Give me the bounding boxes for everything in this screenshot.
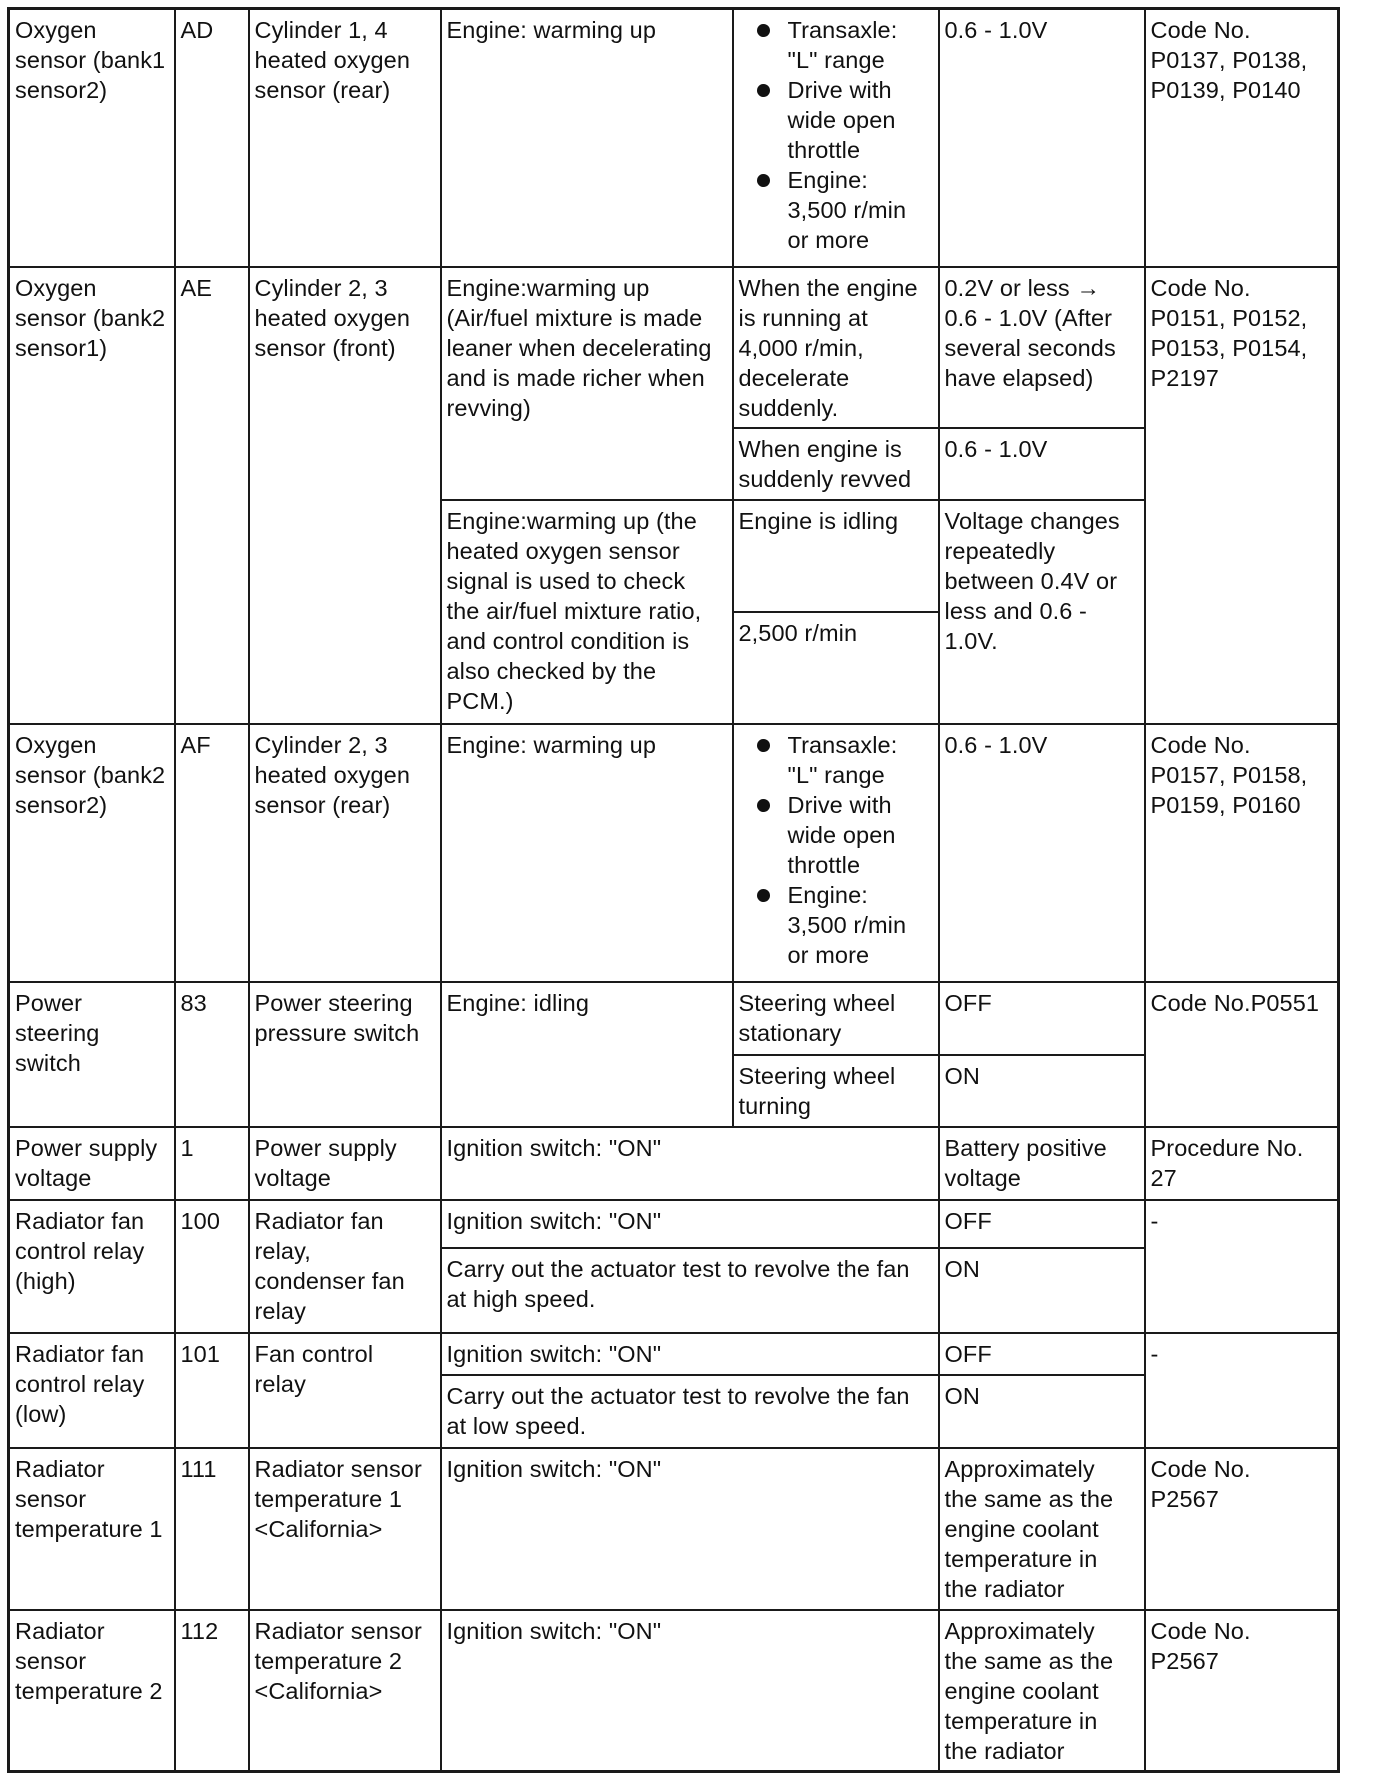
item-name: Radiator sensor temperature 1	[9, 1448, 175, 1610]
list-item: Engine: 3,500 r/min or more	[788, 165, 933, 255]
inspection-condition: Ignition switch: "ON"	[441, 1448, 939, 1610]
list-item: Transaxle: "L" range	[788, 15, 933, 75]
inspection-condition: Ignition switch: "ON"	[441, 1333, 939, 1375]
inspection-condition: Engine:warming up (Air/fuel mixture is made leaner when decelerating and is made richer when revving)	[441, 267, 733, 500]
normal-condition: Approximately the same as the engine coolant temperature in the radiator	[939, 1448, 1145, 1610]
inspection-part: Fan control relay	[249, 1333, 441, 1448]
item-no: 111	[175, 1448, 249, 1610]
list-item: Drive with wide open throttle	[788, 790, 933, 880]
normal-condition: 0.2V or less → 0.6 - 1.0V (After several seconds have elapsed)	[939, 267, 1145, 428]
inspection-condition: Ignition switch: "ON"	[441, 1200, 939, 1248]
inspection-condition: Ignition switch: "ON"	[441, 1127, 939, 1200]
list-item: Engine: 3,500 r/min or more	[788, 880, 933, 970]
inspection-part: Radiator sensor temperature 2 <California>	[249, 1610, 441, 1772]
item-name: Power steering switch	[9, 982, 175, 1127]
item-name: Power supply voltage	[9, 1127, 175, 1200]
table-row	[9, 724, 1339, 982]
normal-condition: ON	[939, 1375, 1145, 1448]
reference: Code No. P0151, P0152, P0153, P0154, P2197	[1145, 267, 1339, 724]
normal-condition: 0.6 - 1.0V	[939, 9, 1145, 267]
inspection-condition: Carry out the actuator test to revolve the fan at low speed.	[441, 1375, 939, 1448]
inspection-part: Power supply voltage	[249, 1127, 441, 1200]
test-condition: Steering wheel turning	[733, 1055, 939, 1127]
test-condition: When the engine is running at 4,000 r/min, decelerate suddenly.	[733, 267, 939, 428]
normal-condition: Battery positive voltage	[939, 1127, 1145, 1200]
reference: Code No.P0551	[1145, 982, 1339, 1127]
test-condition: Steering wheel stationary	[733, 982, 939, 1055]
inspection-condition: Engine: warming up	[441, 9, 733, 267]
item-no: 101	[175, 1333, 249, 1448]
table-row	[9, 9, 1339, 267]
table-row	[9, 1448, 1339, 1610]
item-name: Radiator sensor temperature 2	[9, 1610, 175, 1772]
inspection-part: Power steering pressure switch	[249, 982, 441, 1127]
item-name: Oxygen sensor (bank1 sensor2)	[9, 9, 175, 267]
item-no: 112	[175, 1610, 249, 1772]
inspection-condition: Engine: warming up	[441, 724, 733, 982]
item-no: 100	[175, 1200, 249, 1333]
inspection-condition: Engine:warming up (the heated oxygen sensor signal is used to check the air/fuel mixture ratio, and control condition is also checked by the PCM.)	[441, 500, 733, 724]
normal-condition: ON	[939, 1248, 1145, 1333]
normal-condition: Approximately the same as the engine coolant temperature in the radiator	[939, 1610, 1145, 1772]
table-row	[9, 1333, 1339, 1375]
bullet-list	[739, 15, 933, 255]
inspection-table	[7, 7, 1340, 1773]
normal-condition: 0.6 - 1.0V	[939, 428, 1145, 500]
reference: Code No. P2567	[1145, 1448, 1339, 1610]
normal-condition: Voltage changes repeatedly between 0.4V or less and 0.6 - 1.0V.	[939, 500, 1145, 724]
item-no: 1	[175, 1127, 249, 1200]
inspection-condition: Engine: idling	[441, 982, 733, 1127]
normal-condition: ON	[939, 1055, 1145, 1127]
item-name: Oxygen sensor (bank2 sensor2)	[9, 724, 175, 982]
item-name: Radiator fan control relay (high)	[9, 1200, 175, 1333]
table-row	[9, 982, 1339, 1055]
inspection-part: Radiator sensor temperature 1 <California>	[249, 1448, 441, 1610]
normal-condition: OFF	[939, 1200, 1145, 1248]
inspection-part: Cylinder 2, 3 heated oxygen sensor (rear)	[249, 724, 441, 982]
inspection-part: Cylinder 2, 3 heated oxygen sensor (front)	[249, 267, 441, 724]
reference: Procedure No. 27	[1145, 1127, 1339, 1200]
item-no: 83	[175, 982, 249, 1127]
test-conditions	[733, 9, 939, 267]
inspection-condition: Ignition switch: "ON"	[441, 1610, 939, 1772]
normal-condition: 0.6 - 1.0V	[939, 724, 1145, 982]
table-row	[9, 1200, 1339, 1248]
inspection-part: Radiator fan relay, condenser fan relay	[249, 1200, 441, 1333]
reference: -	[1145, 1333, 1339, 1448]
bullet-list	[739, 730, 933, 970]
reference: Code No. P0137, P0138, P0139, P0140	[1145, 9, 1339, 267]
test-conditions	[733, 724, 939, 982]
table-row	[9, 1610, 1339, 1772]
test-condition: Engine is idling	[733, 500, 939, 612]
table-row	[9, 267, 1339, 428]
reference: -	[1145, 1200, 1339, 1333]
item-no: AF	[175, 724, 249, 982]
item-no: AD	[175, 9, 249, 267]
normal-condition: OFF	[939, 1333, 1145, 1375]
test-condition: 2,500 r/min	[733, 612, 939, 724]
reference: Code No. P2567	[1145, 1610, 1339, 1772]
list-item: Drive with wide open throttle	[788, 75, 933, 165]
test-condition: When engine is suddenly revved	[733, 428, 939, 500]
list-item: Transaxle: "L" range	[788, 730, 933, 790]
inspection-part: Cylinder 1, 4 heated oxygen sensor (rear)	[249, 9, 441, 267]
inspection-condition: Carry out the actuator test to revolve the fan at high speed.	[441, 1248, 939, 1333]
item-name: Radiator fan control relay (low)	[9, 1333, 175, 1448]
table-row	[9, 1127, 1339, 1200]
reference: Code No. P0157, P0158, P0159, P0160	[1145, 724, 1339, 982]
item-no: AE	[175, 267, 249, 724]
normal-condition: OFF	[939, 982, 1145, 1055]
item-name: Oxygen sensor (bank2 sensor1)	[9, 267, 175, 724]
